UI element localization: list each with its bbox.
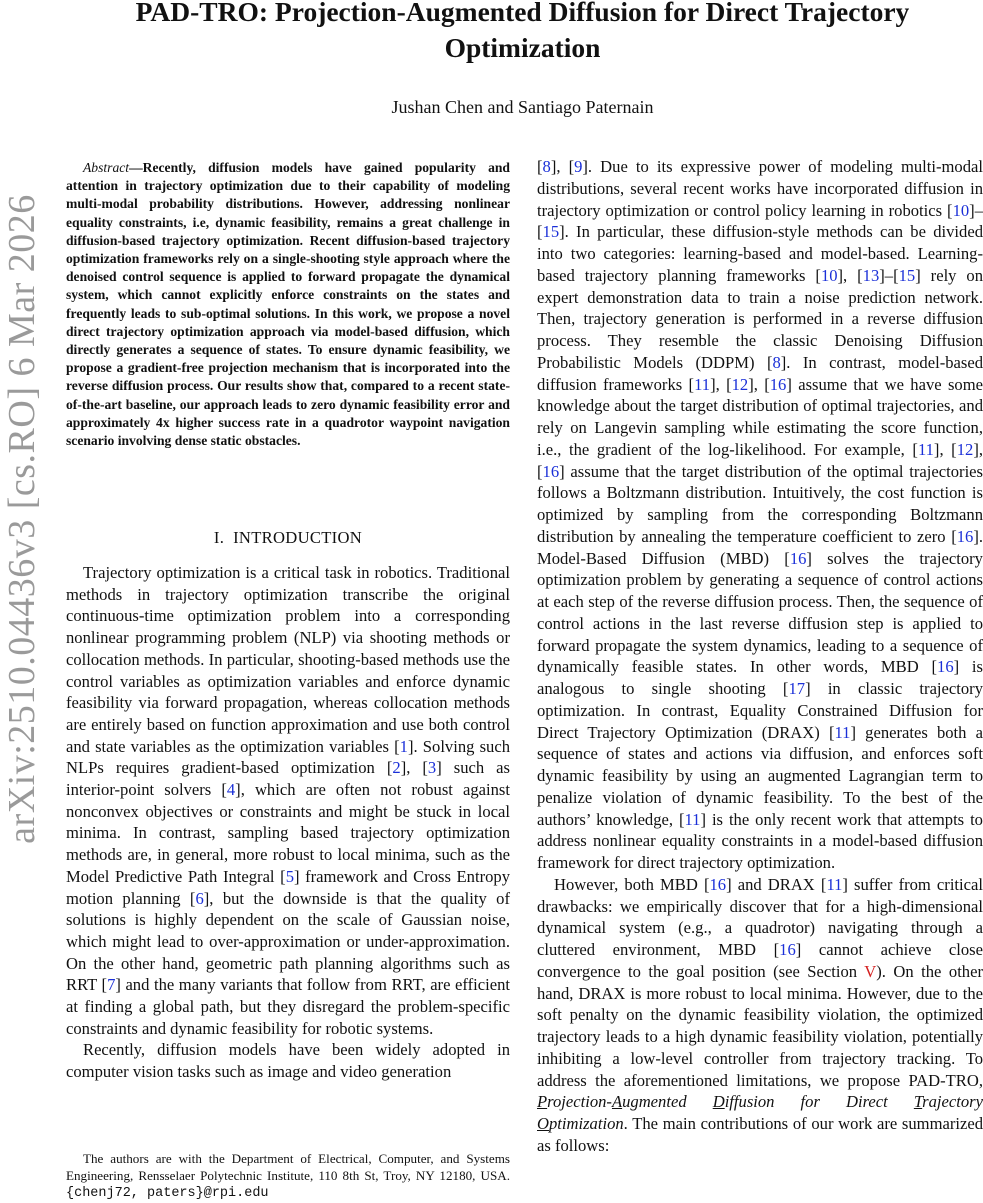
intro-paragraph-2: Recently, diffusion models have been widely adopted in computer vision tasks such as image and video generation — [66, 1040, 510, 1082]
section-reference-link[interactable]: V — [864, 961, 877, 981]
citation-link[interactable]: 11 — [684, 809, 701, 829]
paper-title: PAD-TRO: Projection-Augmented Diffusion for Direct Trajectory Optimization — [135, 0, 910, 63]
citation-link[interactable]: 17 — [788, 679, 806, 698]
abstract-dash: — — [129, 160, 143, 175]
citation-link[interactable]: 8 — [772, 352, 781, 372]
citation-link[interactable]: 11 — [917, 439, 934, 459]
citation-link[interactable]: 11 — [834, 722, 851, 742]
intro-paragraph-1: Trajectory optimization is a critical task in robotics. Traditional methods in trajectory optimization transcribe the original continuous-time optimization problem into a corresponding nonlinear programming problem (NLP) via shooting methods or collocation methods. In particular, shooting-based methods use the control variables as optimization variables and enforce dynamic feasibility via forward propagation, whereas collocation methods are entirely based on function approximation and use both control and state variables as the optimization variables [1]. Solving such NLPs requires gradient-based optimization [2], [3] such as interior-point solvers [4], which are often not robust against nonconvex objectives or constraints and might be stuck in local minima. In contrast, sampling based trajectory optimization methods are, in general, more robust to local minima, such as the Model Predictive Path Integral [5] framework and Cross Entropy motion planning [6], but the downside is that the quality of solutions is highly dependent on the scale of Gaussian noise, which might lead to over-approximation or under-approximation. On the other hand, geometric path planning algorithms such as RRT [7] and the many variants that follow from RRT, are efficient at finding a global path, but they disregard the problem-specific constraints and dynamic feasibility for robotic systems. — [66, 563, 510, 1038]
abstract — [66, 159, 510, 450]
citation-link[interactable]: 16 — [542, 461, 560, 481]
citation-link[interactable]: 11 — [826, 874, 843, 894]
citation-link[interactable]: 16 — [937, 657, 954, 677]
abstract-text: Recently, diffusion models have gained popularity and attention in trajectory optimization due to their capability of modeling multi-modal probability distributions. However, addressing nonlinear equality constraints, i.e, dynamic feasibility, remains a great challenge in diffusion-based trajectory optimization. Recent diffusion-based trajectory optimization frameworks rely on a single-shooting style approach where the denoised control sequence is applied to forward propagate the dynamical system, which cannot explicitly enforce constraints on the states and frequently leads to sub-optimal solutions. In this work, we propose a novel direct trajectory optimization approach via model-based diffusion, which directly generates a sequence of states. To ensure dynamic feasibility, we propose a gradient-free projection mechanism that is incorporated into the reverse diffusion process. Our results show that, compared to a recent state-of-the-art baseline, our approach leads to zero dynamic feasibility error and approximately 4x higher success rate in a quadrotor waypoint navigation scenario involving dense static obstacles. — [66, 160, 510, 449]
citation-link[interactable]: 10 — [820, 265, 838, 285]
citation-link[interactable]: 15 — [898, 265, 916, 285]
author-email[interactable]: {chenj72, paters}@rpi.edu — [66, 1186, 269, 1201]
abstract-label: Abstract — [83, 160, 130, 175]
citation-link[interactable]: 1 — [399, 736, 408, 756]
section-title: INTRODUCTION — [233, 528, 363, 547]
right-paragraph-1: [8], [9]. Due to its expressive power of modeling multi-modal distributions, several recent works have incorporated diffusion in trajectory optimization or control policy learning in robotics [10]–[15]. In particular, these diffusion-style methods can be divided into two categories: learning-based and model-based. Learning-based trajectory planning frameworks [10], [13]–[15] rely on expert demonstration data to train a noise prediction network. Then, trajectory generation is performed in a reverse diffusion process. They resemble the classic Denoising Diffusion Probabilistic Models (DDPM) [8]. In contrast, model-based diffusion frameworks [11], [12], [16] assume that we have some knowledge about the target distribution of optimal trajectories, and rely on Langevin sampling while estimating the score function, i.e., the gradient of the log-likelihood. For example, [11], [12], [16] assume that the target distribution of the optimal trajectories follows a Boltzmann distribution. Intuitively, the cost function is optimized by sampling from the corresponding Boltzmann distribution by annealing the temperature coefficient to zero [16]. Model-Based Diffusion (MBD) [16] solves the trajectory optimization problem by generating a sequence of control actions at each step of the reverse diffusion process. Then, the sequence of control actions in the last reverse diffusion step is applied to forward propagate the system dynamics, leading to a sequence of dynamically feasible states. In other words, MBD [16] is analogous to single shooting [17] in classic trajectory optimization. In contrast, Equality Constrained Diffusion for Direct Trajectory Optimization (DRAX) [11] generates both a sequence of states and actions via diffusion, and enforces soft dynamic feasibility by using an augmented Lagrangian term to penalize violation of dynamic feasibility. To the best of the authors’ knowledge, [11] is the only recent work that attempts to address nonlinear equality constraints in a model-based diffusion framework for direct trajectory optimization. — [537, 157, 983, 872]
arxiv-identifier: arXiv:2510.04436v3 [cs.RO] 6 Mar 2026 — [1, 194, 43, 844]
introduction-right-column — [537, 156, 983, 1157]
citation-link[interactable]: 7 — [107, 975, 116, 995]
introduction-left-column — [66, 562, 510, 1083]
citation-link[interactable]: 11 — [694, 374, 711, 394]
citation-link[interactable]: 10 — [952, 200, 970, 220]
citation-link[interactable]: 16 — [709, 874, 727, 894]
citation-link[interactable]: 15 — [542, 222, 560, 242]
citation-link[interactable]: 12 — [956, 439, 974, 459]
section-heading — [66, 527, 510, 549]
citation-link[interactable]: 2 — [392, 758, 401, 778]
citation-link[interactable]: 6 — [195, 888, 204, 908]
citation-link[interactable]: 16 — [779, 940, 796, 959]
paper-authors: Jushan Chen and Santiago Paternain — [391, 97, 654, 117]
citation-link[interactable]: 8 — [542, 157, 551, 176]
affiliation-footnote — [66, 1151, 510, 1203]
citation-link[interactable]: 9 — [574, 157, 583, 176]
citation-link[interactable]: 16 — [769, 374, 787, 394]
citation-link[interactable]: 16 — [956, 526, 974, 546]
right-paragraph-2: However, both MBD [16] and DRAX [11] suffer from critical drawbacks: we empirically discover that for a high-dimensional dynamical system (e.g., a quadrotor) navigating through a cluttered environment, MBD [16] cannot achieve close convergence to the goal position (see Section V). On the other hand, DRAX is more robust to local minima. However, due to the soft penalty on the dynamic feasibility violation, the optimized trajectory leads to a high dynamic feasibility violation, potentially inhibiting a low-level controller from trajectory tracking. To address the aforementioned limitations, we propose PAD-TRO, Projection-Augmented Diffusion for Direct Trajectory Optimization. The main contributions of our work are summarized as follows: — [537, 874, 983, 1155]
citation-link[interactable]: 3 — [427, 758, 437, 778]
citation-link[interactable]: 13 — [862, 265, 880, 285]
footnote-text: The authors are with the Department of Electrical, Computer, and Systems Engineering, Rensselaer Polytechnic Institute, 110 8th St, Troy, NY 12180, USA. — [66, 1151, 510, 1183]
citation-link[interactable]: 12 — [731, 374, 749, 394]
citation-link[interactable]: 4 — [226, 780, 236, 800]
section-number: I. — [213, 528, 225, 547]
citation-link[interactable]: 16 — [789, 548, 807, 568]
acronym-expansion: Projection-Augmented Diffusion for Direct Trajectory Optimization — [537, 1092, 983, 1133]
citation-link[interactable]: 5 — [285, 866, 294, 886]
